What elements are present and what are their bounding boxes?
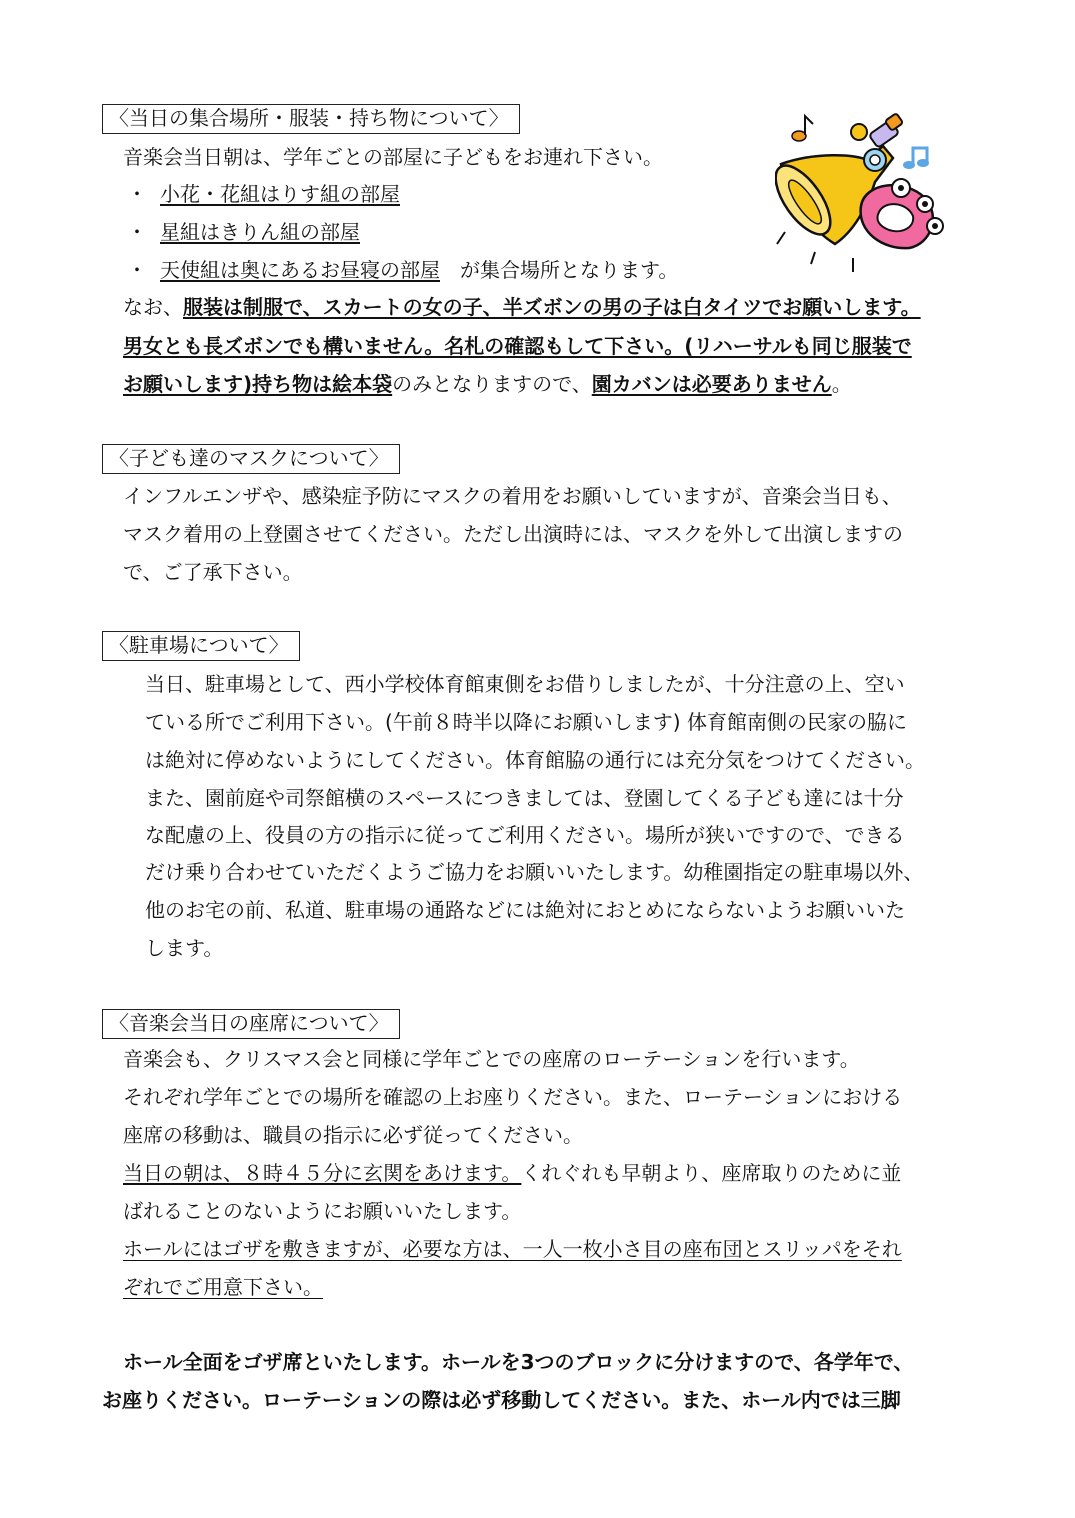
dress-line-1 xyxy=(123,293,921,321)
section-title-seating: 〈音楽会当日の座席について〉 xyxy=(102,1009,400,1039)
section-title-mask: 〈子ども達のマスクについて〉 xyxy=(102,444,400,474)
hall-block-line: ホール全面をゴザ席といたします。ホールを3つのブロックに分けますので、各学年で、 xyxy=(123,1350,914,1374)
parking-line: 他のお宅の前、私道、駐車場の通路などには絶対におとめにならないようお願いいた xyxy=(145,898,905,922)
mask-line: マスク着用の上登園させてください。ただし出演時には、マスクを外して出演しますの xyxy=(123,522,903,546)
seating-line: 音楽会も、クリスマス会と同様に学年ごとでの座席のローテーションを行います。 xyxy=(123,1047,860,1071)
parking-line: だけ乗り合わせていただくようご協力をお願いいたします。幼稚園指定の駐車場以外、 xyxy=(145,860,924,884)
morning-line-2: ばれることのないようにお願いいたします。 xyxy=(123,1199,522,1223)
morning-note: くれぐれも早朝より、座席取りのために並 xyxy=(521,1161,902,1185)
mask-line: で、ご了承下さい。 xyxy=(123,560,303,584)
morning-line xyxy=(123,1159,901,1187)
dress-line-3 xyxy=(123,370,852,398)
parking-line: 当日、駐車場として、西小学校体育館東側をお借りしましたが、十分注意の上、空い xyxy=(145,672,905,696)
room-item: 小花・花組はりす組の部屋 xyxy=(160,182,400,206)
gathering-intro: 音楽会当日朝は、学年ごとの部屋に子どもをお連れ下さい。 xyxy=(123,145,663,169)
hall-mat-line-2: ぞれでご用意下さい。 xyxy=(123,1275,323,1299)
dress-line-2: 男女とも長ズボンでも構いません。名札の確認もして下さい。(リハーサルも同じ服装で xyxy=(123,334,912,358)
room-item xyxy=(160,256,678,284)
bullet-mark: ・ xyxy=(127,220,147,244)
section-title-parking: 〈駐車場について〉 xyxy=(102,631,300,661)
hall-mat-line: ホールにはゴザを敷きますが、必要な方は、一人一枚小さ目の座布団とスリッパをそれ xyxy=(123,1237,902,1261)
parking-line: は絶対に停めないようにしてください。体育館脇の通行には充分気をつけてください。 xyxy=(145,748,925,772)
belongings-mid: のみとなりますので、 xyxy=(392,372,592,396)
parking-line: します。 xyxy=(145,936,224,960)
hall-block-line-2: お座りください。ローテーションの際は必ず移動してください。また、ホール内では三脚 xyxy=(102,1388,901,1412)
mask-line: インフルエンザや、感染症予防にマスクの着用をお願いしていますが、音楽会当日も、 xyxy=(123,484,902,508)
parking-line: また、園前庭や司祭館横のスペースにつきましては、登園してくる子ども達には十分 xyxy=(145,786,904,810)
room-item-label: 天使組は奥にあるお昼寝の部屋 xyxy=(160,258,440,282)
seating-line: それぞれ学年ごとでの場所を確認の上お座りください。また、ローテーションにおける xyxy=(123,1085,903,1109)
trumpet-music-notes-icon xyxy=(775,112,950,277)
period: 。 xyxy=(831,372,852,396)
bullet-mark: ・ xyxy=(127,258,147,282)
bag-not-needed: 園カバンは必要ありません xyxy=(591,372,832,396)
dress-text: 服装は制服で、スカートの女の子、半ズボンの男の子は白タイツでお願いします。 xyxy=(183,295,921,319)
parking-line: な配慮の上、役員の方の指示に従ってご利用ください。場所が狭いですので、できる xyxy=(145,823,905,847)
dress-prefix: なお、 xyxy=(123,295,183,319)
door-open-time: 当日の朝は、８時４５分に玄関をあけます。 xyxy=(123,1161,522,1185)
parking-line: ている所でご利用下さい。(午前８時半以降にお願いします) 体育館南側の民家の脇に xyxy=(145,710,907,734)
bullet-mark: ・ xyxy=(127,182,147,206)
seating-line: 座席の移動は、職員の指示に必ず従ってください。 xyxy=(123,1123,583,1147)
section-title-gathering: 〈当日の集合場所・服装・持ち物について〉 xyxy=(102,104,520,134)
belongings-text: お願いします)持ち物は絵本袋 xyxy=(123,372,393,396)
room-suffix: が集合場所となります。 xyxy=(440,258,679,282)
room-item: 星組はきりん組の部屋 xyxy=(160,220,360,244)
